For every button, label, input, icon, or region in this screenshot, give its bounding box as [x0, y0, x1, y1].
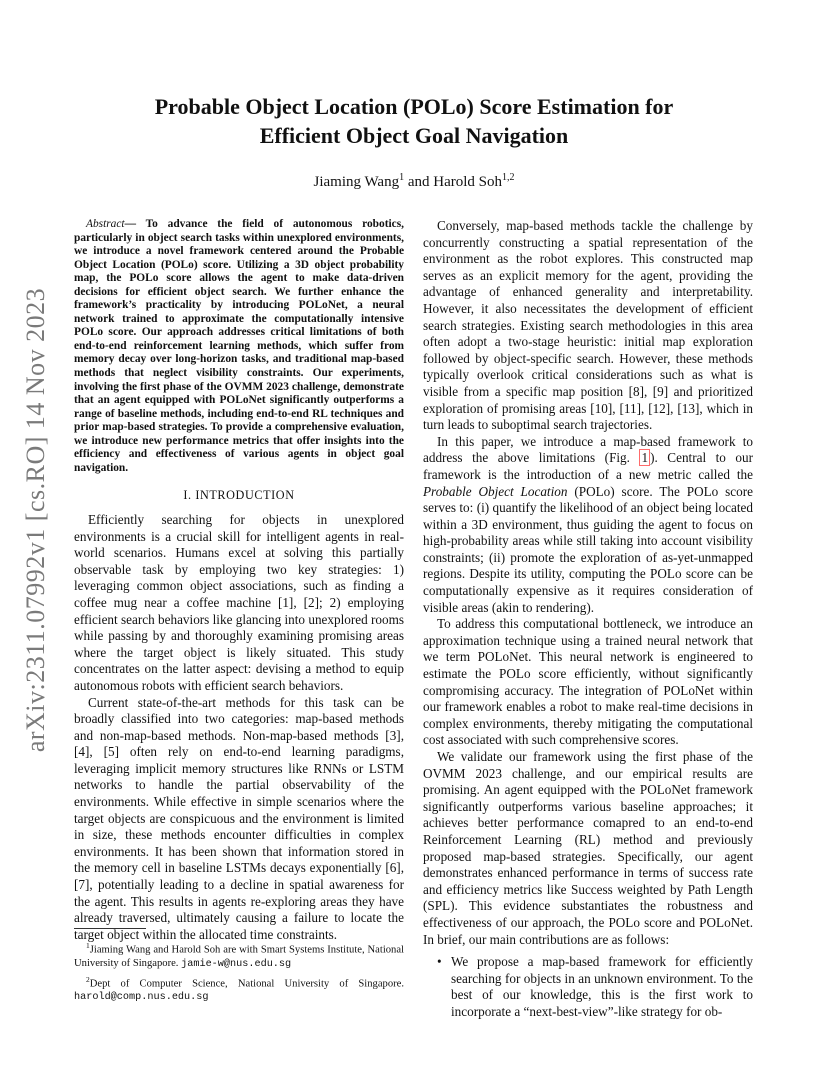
footnote-2: [74, 973, 404, 1005]
title-line-1: Probable Object Location (POLo) Score Estimation for: [154, 94, 674, 119]
author-list: [100, 172, 728, 191]
right-paragraph-3: To address this computational bottleneck, we introduce an approximation technique using a trained neural network that we term POLoNet. This neural network is engineered to estimate the POLo score efficiently, without significantly compromising accuracy. The integration of POLoNet within our framework enables a robot to make real-time decisions in complex environments, thereby mitigating the computational cost associated with such comprehensive scores.: [423, 616, 753, 748]
footnote-1-mark: 1: [86, 941, 90, 950]
right-column: [423, 218, 753, 1021]
author-1-affiliation: 1: [399, 172, 405, 183]
bullet-icon: •: [437, 954, 442, 970]
author-2-affiliation: 1,2: [502, 172, 515, 183]
left-column: [74, 218, 404, 943]
right-paragraph-2-part-c: (POLo) score. The POLo score serves to: (i) quantify the likelihood of an object being located within a 3D environment, thus guiding the agent to focus on high-probability areas while still taking into account visibility constraints; (ii) promote the exploration of as-yet-unmapped regions. Despite its utility, computing the POLo score can be computationally expensive as it requires consideration of visible areas (akin to rendering).: [423, 483, 753, 615]
abstract-label: Abstract: [86, 218, 125, 230]
abstract-text: To advance the field of autonomous robotics, particularly in object search tasks within unexplored environments, we introduce a novel framework centered around the Probable Object Location (POLo) score. Utilizing a 3D object probability map, the POLo score allows the agent to make data-driven decisions for efficient object search. We further enhance the framework’s practicality by introducing POLoNet, a neural network trained to approximate the computationally intensive POLo score. Our approach addresses critical limitations of both end-to-end reinforcement learning methods, which suffer from memory decay over long-horizon tasks, and traditional map-based methods that neglect visibility constraints. Our experiments, involving the first phase of the OVMM 2023 challenge, demonstrate that an agent equipped with POLoNet significantly outperforms a range of baseline methods, including end-to-end RL techniques and prior map-based strategies. To provide a comprehensive evaluation, we introduce new performance metrics that offer insights into the efficiency and effectiveness of various agents in object goal navigation.: [74, 218, 404, 474]
footnote-1-email[interactable]: jamie-w@nus.edu.sg: [181, 958, 292, 970]
footnote-2-text: Dept of Computer Science, National University of Singapore.: [89, 978, 404, 990]
author-2: Harold Soh: [433, 174, 502, 190]
author-1: Jiaming Wang: [313, 174, 400, 190]
list-item: [423, 954, 753, 1020]
polo-term: Probable Object Location: [423, 483, 568, 499]
intro-paragraph-2: Current state-of-the-art methods for this task can be broadly classified into two categories: map-based methods and non-map-based methods. Non-map-based methods [3], [4], [5] often rely on end-to-end learning paradigms, leveraging implicit memory structures like RNNs or LSTM networks to handle the partial observability of the environments. While effective in simple scenarios where the target objects are conspicuous and the environment is limited in size, these methods encounter difficulties in complex environments. It has been shown that information stored in the memory cell in baseline LSTMs decays exponentially [6], [7], potentially leading to a decline in spatial awareness for the agent. This results in agents re-exploring areas they have already traversed, ultimately causing a failure to locate the target object within the allocated time constraints.: [74, 694, 404, 942]
footnote-1: [74, 939, 404, 971]
contributions-list: [423, 954, 753, 1020]
figure-1-reference-link[interactable]: 1: [641, 450, 649, 466]
abstract: [74, 218, 404, 475]
arxiv-identifier: arXiv:2311.07992v1 [cs.RO] 14 Nov 2023: [21, 287, 51, 753]
right-paragraph-2-part-a: In this paper, we introduce a map-based framework to address the above limitations (Fig.: [423, 433, 753, 466]
footnote-2-mark: 2: [86, 974, 90, 984]
abstract-dash: —: [124, 218, 146, 230]
title-line-2: Efficient Object Goal Navigation: [259, 123, 569, 148]
footnote-divider: [74, 928, 146, 929]
contribution-1-text: We propose a map-based framework for efficiently searching for objects in an unknown environment. To the best of our knowledge, this is the first work to incorporate a “next-best-view”-like strategy for ob-: [451, 954, 753, 1019]
paper-title: [100, 92, 728, 150]
right-paragraph-1: Conversely, map-based methods tackle the challenge by concurrently constructing a spatial representation of the environment as the robot explores. This constructed map serves as an explicit memory for the agent, providing the advantage of enhanced generality and interpretability. However, it also necessitates the development of efficient search strategies. Existing search methodologies in this area often adopt a two-stage heuristic: initial map exploration followed by object-specific search. However, these methods typically overlook critical considerations such as what is visible from a specific map position [8], [9] and prioritized exploration of promising areas [10], [11], [12], [13], which in turn leads to suboptimal search trajectories.: [423, 218, 753, 433]
author-conjunction: and: [404, 174, 434, 190]
right-paragraph-2: [423, 434, 753, 617]
intro-paragraph-1: Efficiently searching for objects in unexplored environments is a crucial skill for intelligent agents in real-world scenarios. Humans excel at solving this partially observable task by employing two key strategies: 1) leveraging common object associations, such as finding a coffee mug near a coffee machine [1], [2]; 2) employing efficient search behaviors like glancing into unexplored rooms while passing by and thoroughly examining promising areas where the target object is likely situated. This study concentrates on the latter aspect: devising a method to equip autonomous robots with efficient search behaviors.: [74, 511, 404, 693]
footnote-2-email[interactable]: harold@comp.nus.edu.sg: [74, 992, 209, 1004]
arxiv-side-label: [16, 280, 56, 760]
footnotes: [74, 928, 404, 1006]
right-paragraph-2-part-b: ). Central to our framework is the introduction of a new metric called the: [423, 450, 754, 482]
footnote-1-text: Jiaming Wang and Harold Soh are with Smart Systems Institute, National University of Singapore.: [74, 944, 404, 969]
right-paragraph-4: We validate our framework using the first phase of the OVMM 2023 challenge, and our empirical results are promising. An agent equipped with the POLoNet framework significantly outperforms various baseline approaches; it achieves better performance comapred to an end-to-end Reinforcement Learning (RL) method and previously proposed map-based strategies. Specifically, our agent demonstrates enhanced performance in terms of success rate and efficiency metrics like Success weighted by Path Length (SPL). This evidence substantiates the robustness and effectiveness of our approach, the POLo score and POLoNet. In brief, our main contributions are as follows:: [423, 749, 753, 947]
section-heading-introduction: I. INTRODUCTION: [183, 488, 295, 503]
